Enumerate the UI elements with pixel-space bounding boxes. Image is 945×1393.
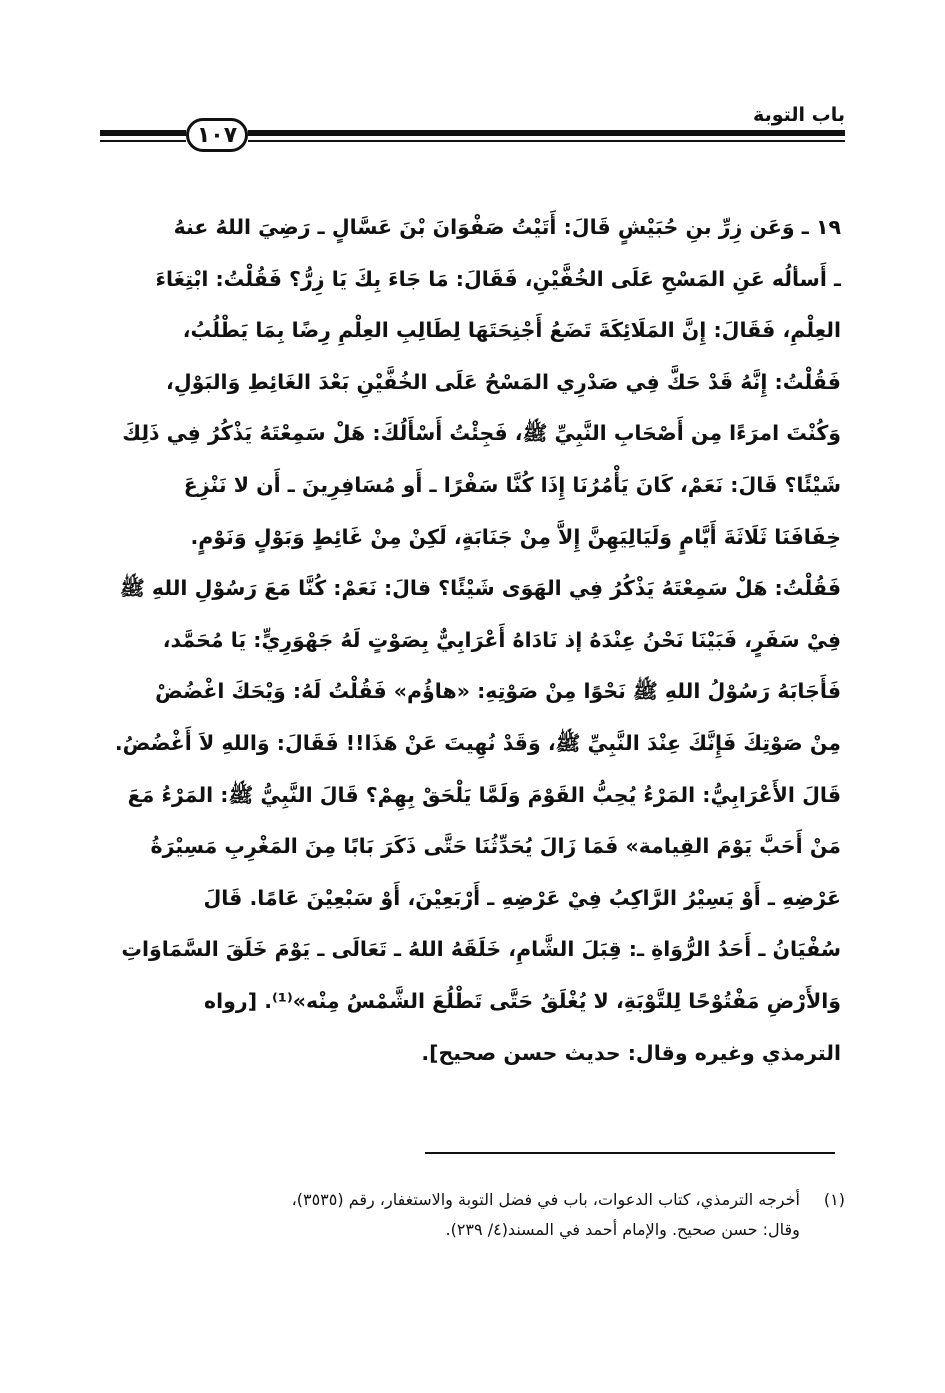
footnotes (105, 1185, 845, 1245)
header-rule (248, 130, 845, 136)
page-number: ١٠٧ (186, 118, 248, 152)
text-line: فَقُلْتُ: هَلْ سَمِعْتَهُ يَذْكُرُ فِي الهَوَى شَيْئًا؟ قالَ: نَعَمْ: كُنَّا مَعَ رَسُوْلِ اللهِ ﷺ (120, 576, 841, 601)
footnote-line (105, 1185, 845, 1215)
text-line: العِلْمِ، فَقَالَ: إِنَّ المَلَائِكَةَ تَضَعُ أَجْنِحَتَهَا لِطَالِبِ العِلْمِ رِضًا بِمَا يَطْلُبُ، (182, 318, 841, 343)
text-line: فِيْ سَفَرٍ، فَبَيْنَا نَحْنُ عِنْدَهُ إذ نَادَاهُ أَعْرَابِيٌّ بِصَوْتٍ لَهُ جَهْوَرِيٍّ: يَا مُحَمَّد، (162, 627, 841, 652)
header-rule (100, 140, 186, 142)
text-line: فَأَجَابَهُ رَسُوْلُ اللهِ ﷺ نَحْوًا مِنْ صَوْتِهِ: «هاؤُم» فَقُلْتُ لَهُ: وَيْحَكَ اغْضُضْ (155, 679, 841, 704)
text-line: وَالأَرْضِ مَفْتُوْحًا لِلتَّوْبَةِ، لا يُغْلَقُ حَتَّى تَطْلُعَ الشَّمْسُ مِنْه»⁽¹⁾. [رواه (204, 988, 841, 1013)
header-rule (248, 140, 845, 142)
chapter-title: باب التوبة (753, 104, 845, 126)
footnote-text: وقال: حسن صحيح. والإمام أحمد في المسند(٤/ ٢٣٩). (445, 1220, 800, 1239)
text-line: فَقُلْتُ: إِنَّهُ قَدْ حَكَّ فِي صَدْرِي المَسْحُ عَلَى الخُفَّيْنِ بَعْدَ الغَائِطِ وَالبَوْلِ، (166, 369, 841, 394)
text-line: وَكُنْتَ امرَءًا مِن أَصْحَابِ النَّبِيِّ ﷺ، فَجِئْتُ أَسْأَلُكَ: هَلْ سَمِعْتَهُ يَذْكُرُ فِي ذَلِكَ (122, 421, 841, 446)
text-line: عَرْضِهِ ـ أَوْ يَسِيْرُ الرَّاكِبُ فِيْ عَرْضِهِ ـ أَرْبَعِيْنَ، أَوْ سَبْعِيْنَ عَامًا. قَالَ (203, 885, 841, 910)
main-text (113, 202, 841, 1079)
text-line: شَيْئًا؟ قَالَ: نَعَمْ، كَانَ يَأْمُرُنَا إِذَا كُنَّا سَفْرًا ـ أَو مُسَافِرِينَ ـ أَن لا نَنْزِعَ (183, 472, 841, 497)
text-line: ١٩ ـ وَعَن زِرِّ بنِ حُبَيْشٍ قَالَ: أَتَيْتُ صَفْوَانَ بْنَ عَسَّالٍ ـ رَضِيَ اللهُ عنهُ (173, 215, 841, 239)
header-rule (100, 130, 186, 136)
footnote-separator (425, 1152, 835, 1154)
text-line: مِنْ صَوْتِكَ فَإِنَّكَ عِنْدَ النَّبِيِّ ﷺ، وَقَدْ نُهِيتَ عَنْ هَذَا!! فَقَالَ: وَاللهِ لاَ أَغْضُضُ. (114, 730, 841, 755)
text-line: الترمذي وغيره وقال: حديث حسن صحيح]. (421, 1040, 841, 1065)
text-line: قَالَ الأَعْرَابِيُّ: المَرْءُ يُحِبُّ القَوْمَ وَلَمَّا يَلْحَقْ بِهِمْ؟ قَالَ النَّبِيُّ ﷺ: المَرْءُ مَعَ (127, 782, 841, 807)
text-line: خِفَافَنَا ثَلَاثَةَ أَيَّامٍ وَلَيَالِيَهِنَّ إِلاَّ مِنْ جَنَابَةٍ، لَكِنْ مِنْ غَائِطٍ وَبَوْلٍ وَنَوْمٍ. (190, 524, 841, 549)
text-line: سُفْيَانُ ـ أَحَدُ الرُّوَاةِ ـ: قِبَلَ الشَّامِ، خَلَقَهُ اللهُ ـ تَعَالَى ـ يَوْمَ خَلَقَ السَّمَاوَاتِ (121, 937, 841, 962)
text-line: مَنْ أَحَبَّ يَوْمَ القِيامة» فَمَا زَالَ يُحَدِّثُنَا حَتَّى ذَكَرَ بَابًا مِنَ المَغْرِبِ مَسِيْرَةُ (150, 834, 841, 859)
page-header (100, 100, 845, 160)
footnote-line (105, 1215, 845, 1245)
footnote-text: أخرجه الترمذي، كتاب الدعوات، باب في فضل التوبة والاستغفار، رقم (٣٥٣٥)، (291, 1190, 800, 1209)
text-line: ـ أَسألُه عَنِ المَسْحِ عَلَى الخُفَّيْنِ، فَقَالَ: مَا جَاءَ بِكَ يَا زِرُّ؟ فَقُلْتُ: ابْتِغَاءَ (155, 266, 841, 291)
footnote-number: (١) (823, 1190, 845, 1209)
